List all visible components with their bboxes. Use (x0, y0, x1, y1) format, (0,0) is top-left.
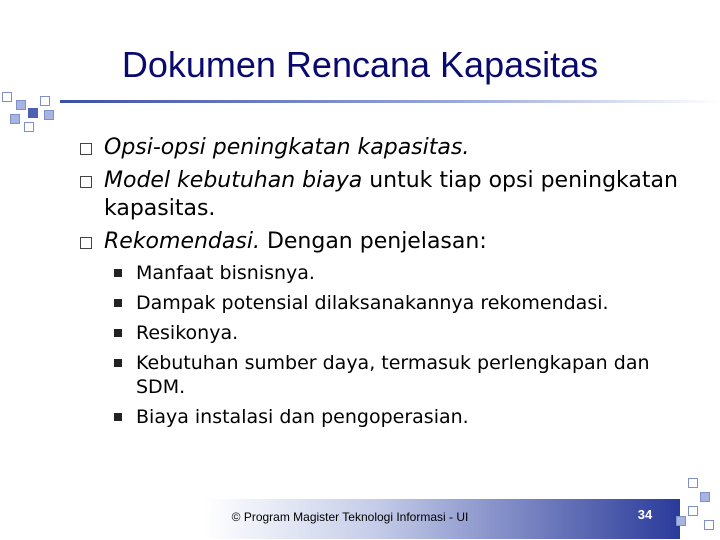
sub-bullet-text: Dampak potensial dilaksanakannya rekomendasi. (136, 292, 609, 314)
decor-square-icon (700, 492, 710, 502)
bullet-text: untuk tiap opsi peningkatan kapasitas. (104, 168, 678, 221)
bullet-italic-text: Opsi-opsi peningkatan kapasitas. (104, 135, 470, 160)
decor-square-icon (40, 96, 50, 106)
decor-square-icon (44, 110, 54, 120)
filled-square-icon (114, 299, 122, 307)
decor-square-icon (2, 92, 12, 102)
sub-bullet-item (78, 351, 698, 399)
checkbox-square-icon (80, 143, 92, 155)
sub-bullet-item (78, 291, 698, 315)
filled-square-icon (114, 359, 122, 367)
decor-square-icon (688, 478, 698, 488)
bullet-italic-text: Rekomendasi. (104, 229, 260, 254)
page-number: 34 (637, 507, 653, 522)
slide-body (78, 134, 698, 435)
filled-square-icon (114, 269, 122, 277)
decor-square-icon (28, 108, 38, 118)
filled-square-icon (114, 413, 122, 421)
bullet-italic-text: Model kebutuhan biaya (104, 168, 363, 193)
sub-bullet-text: Manfaat bisnisnya. (136, 262, 315, 284)
decor-square-icon (16, 100, 26, 110)
sub-bullet-text: Biaya instalasi dan pengoperasian. (136, 406, 469, 428)
title-divider (60, 100, 720, 103)
sub-bullet-text: Resikonya. (136, 322, 239, 344)
decor-square-icon (704, 520, 714, 530)
bullet-item (78, 134, 698, 162)
checkbox-square-icon (80, 237, 92, 249)
sub-bullet-item (78, 405, 698, 429)
checkbox-square-icon (80, 176, 92, 188)
sub-bullet-item (78, 261, 698, 285)
bullet-item (78, 228, 698, 256)
bullet-text: Dengan penjelasan: (259, 229, 487, 254)
footer-copyright: © Program Magister Teknologi Informasi - UI (231, 510, 469, 524)
bullet-item (78, 167, 698, 223)
filled-square-icon (114, 329, 122, 337)
slide-title: Dokumen Rencana Kapasitas (121, 44, 599, 85)
sub-bullet-item (78, 321, 698, 345)
sub-bullet-list (78, 261, 698, 429)
sub-bullet-text: Kebutuhan sumber daya, termasuk perlengkapan dan SDM. (136, 352, 650, 398)
decor-square-icon (24, 122, 34, 132)
decor-square-icon (10, 114, 20, 124)
